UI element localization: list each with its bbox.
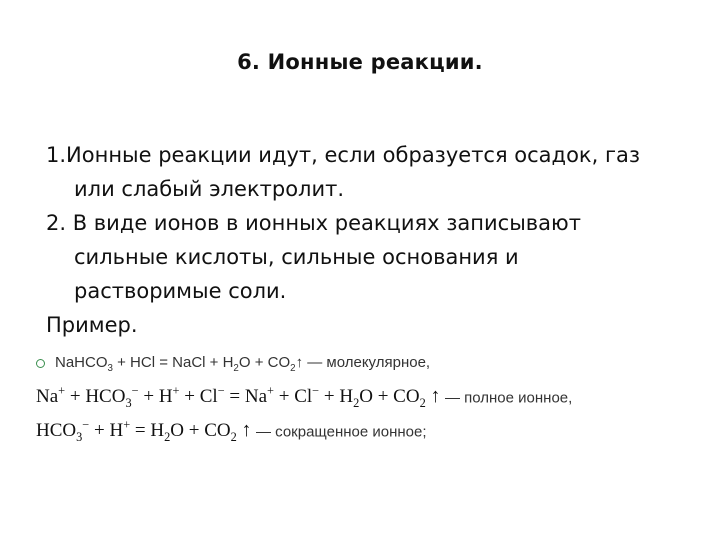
rule-1: [46, 138, 706, 206]
full-ionic-equation: [36, 384, 572, 411]
rule-2-line-3: растворимые соли.: [74, 279, 287, 303]
short-ionic-label: — сокращенное ионное;: [256, 423, 427, 441]
full-ionic-formula: $Na^+ + HCO_3^- + H^+ + Cl^- = Na^+ + Cl^- + H_2O + CO_2$ ↑: [36, 384, 441, 411]
rule-2-line-2: сильные кислоты, сильные основания и: [74, 245, 519, 269]
rule-1-line-2: или слабый электролит.: [74, 177, 345, 201]
rule-2-line-1: 2. В виде ионов в ионных реакциях записывают: [46, 211, 581, 235]
molecular-equation: [36, 354, 430, 374]
molecular-formula: NaHCO$_3$ + HCl = NaCl + $H_2O$ + $CO_2↑$: [55, 354, 304, 374]
slide-title: 6. Ионные реакции.: [237, 50, 483, 74]
short-ionic-equation: [36, 418, 427, 445]
rule-1-line-1: 1.Ионные реакции идут, если образуется осадок, газ: [46, 143, 641, 167]
molecular-label: — молекулярное,: [307, 354, 431, 371]
full-ionic-label: — полное ионное,: [444, 389, 573, 407]
short-ionic-formula: $HCO_3^- + H^+ = H_2O + CO_2$ ↑: [36, 418, 252, 445]
example-label: Пример.: [46, 313, 138, 337]
rule-2: [46, 206, 706, 308]
slide-body: [46, 138, 706, 342]
bullet-icon: [36, 359, 45, 368]
